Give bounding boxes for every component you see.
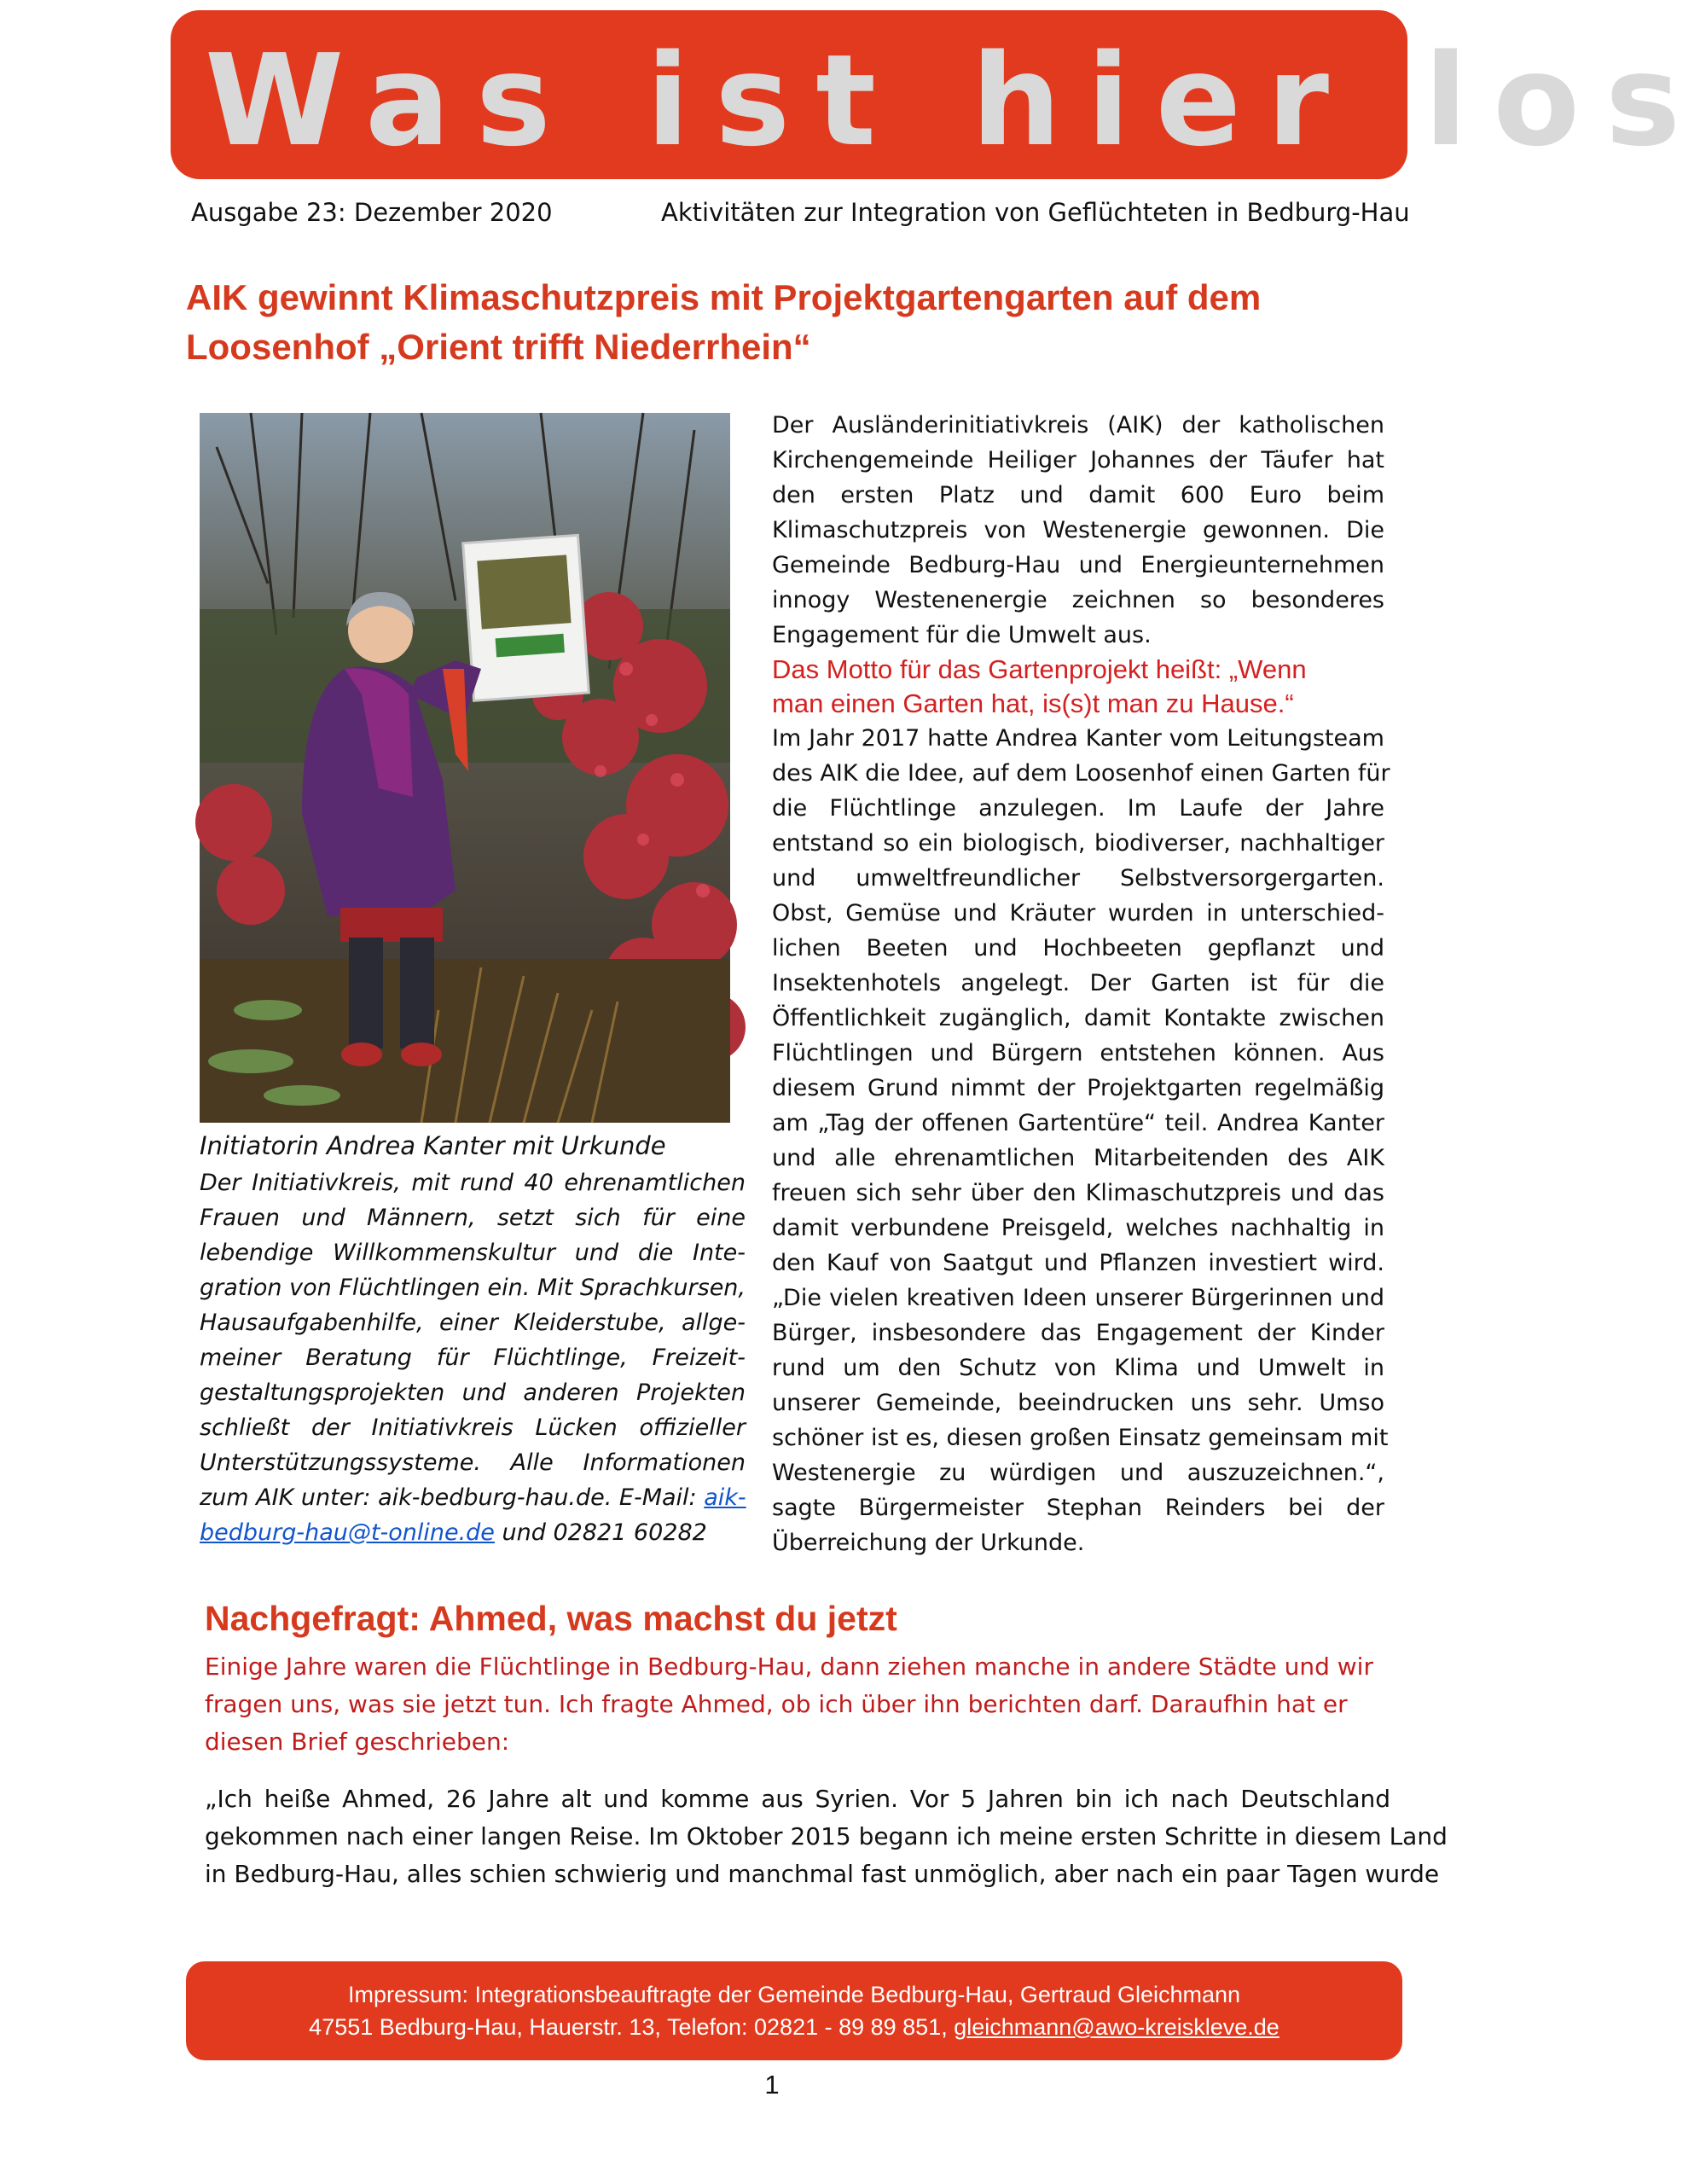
headline-line: AIK gewinnt Klimaschutzpreis mit Projektgartengarten auf dem (186, 277, 1262, 317)
text-line: die Flüchtlinge anzulegen. Im Laufe der Jahre (772, 795, 1384, 822)
text-line: Engagement für die Umwelt aus. (772, 622, 1152, 648)
text-line: gekommen nach einer langen Reise. Im Oktober 2015 begann ich meine ersten Schritte in diesem Land (205, 1822, 1448, 1850)
initiative-description (200, 1165, 746, 1550)
email-link[interactable]: gleichmann@awo-kreiskleve.de (954, 2014, 1280, 2040)
text-line: „Die vielen kreativen Ideen unserer Bürgerinnen und (772, 1285, 1384, 1311)
text-line: und umweltfreundlicher Selbstversorgergarten. (772, 865, 1384, 892)
letter-text (205, 1780, 1448, 1893)
headline-line: Loosenhof „Orient trifft Niederrhein“ (186, 327, 811, 367)
text-line: gration von Flüchtlingen ein. Mit Sprachkursen, (200, 1275, 746, 1301)
email-link[interactable]: bedburg-hau@t-online.de (200, 1519, 495, 1546)
tagline: Aktivitäten zur Integration von Geflüchteten in Bedburg-Hau (661, 198, 1410, 227)
page-number: 1 (764, 2070, 780, 2100)
text-line: „Ich heiße Ahmed, 26 Jahre alt und komme aus Syrien. Vor 5 Jahren bin ich nach Deutschland (205, 1785, 1390, 1813)
issue-label: Ausgabe 23: Dezember 2020 (191, 198, 553, 227)
text-line: Unterstützungssysteme. Alle Informationen (200, 1449, 746, 1476)
motto-line: man einen Garten hat, is(s)t man zu Hause.“ (772, 688, 1294, 718)
text-line: rund um den Schutz von Klima und Umwelt in (772, 1355, 1384, 1381)
text-line: fragen uns, was sie jetzt tun. Ich fragte Ahmed, ob ich über ihn berichten darf. Daraufhin hat er (205, 1690, 1348, 1718)
imprint-footer (186, 1961, 1402, 2060)
text-line: schöner ist es, diesen großen Einsatz gemeinsam mit (772, 1425, 1389, 1451)
text-fragment: zum AIK unter: aik-bedburg-hau.de. E-Mail: (200, 1484, 705, 1511)
text-line: unserer Gemeinde, beeindrucken uns sehr. Umso (772, 1390, 1384, 1416)
text-line: des AIK die Idee, auf dem Loosenhof einen Garten für (772, 760, 1390, 787)
imprint-line: Impressum: Integrationsbeauftragte der Gemeinde Bedburg-Hau, Gertraud Gleichmann (347, 1982, 1241, 2007)
text-line: Der Initiativkreis, mit rund 40 ehrenamtlichen (200, 1170, 746, 1196)
article-headline (186, 273, 1397, 372)
address-text: 47551 Bedburg-Hau, Hauerstr. 13, Telefon: 02821 - 89 89 851, (309, 2014, 955, 2040)
article-photo (200, 413, 730, 1123)
text-line (200, 1480, 746, 1515)
masthead-banner (171, 10, 1706, 179)
text-line: freuen sich sehr über den Klimaschutzpreis und das (772, 1180, 1384, 1206)
text-line: Einige Jahre waren die Flüchtlinge in Bedburg-Hau, dann ziehen manche in andere Städte und wir (205, 1653, 1373, 1681)
text-line: Gemeinde Bedburg-Hau und Energieunternehmen (772, 552, 1384, 578)
email-link[interactable]: aik- (704, 1484, 746, 1511)
text-line: den ersten Platz und damit 600 Euro beim (772, 482, 1384, 508)
text-line: gestaltungsprojekten und anderen Projekten (200, 1380, 746, 1406)
text-line: den Kauf von Saatgut und Pflanzen investiert wird. (772, 1250, 1384, 1276)
text-line: lebendige Willkommenskultur und die Inte- (200, 1240, 746, 1266)
photo-caption: Initiatorin Andrea Kanter mit Urkunde (200, 1131, 666, 1160)
imprint-line (186, 2011, 1402, 2043)
text-line: innogy Westenenergie zeichnen so besonderes (772, 587, 1384, 613)
text-line: in Bedburg-Hau, alles schien schwierig und manchmal fast unmöglich, aber nach ein paar Tagen wurde (205, 1860, 1440, 1888)
text-line: meiner Beratung für Flüchtlinge, Freizeit- (200, 1345, 746, 1371)
text-line: Kirchengemeinde Heiliger Johannes der Täufer hat (772, 447, 1384, 473)
text-line: Überreichung der Urkunde. (772, 1530, 1085, 1556)
newsletter-title: Was ist hier los (205, 27, 1706, 174)
text-line (200, 1515, 746, 1550)
text-line: und alle ehrenamtlichen Mitarbeitenden des AIK (772, 1145, 1384, 1171)
text-line: sagte Bürgermeister Stephan Reinders bei der (772, 1495, 1384, 1521)
text-line: Frauen und Männern, setzt sich für eine (200, 1205, 746, 1231)
text-line: Obst, Gemüse und Kräuter wurden in unterschied- (772, 900, 1384, 926)
text-fragment: und 02821 60282 (494, 1519, 707, 1546)
section-headline: Nachgefragt: Ahmed, was machst du jetzt (205, 1599, 897, 1638)
text-line: lichen Beeten und Hochbeeten gepflanzt und (772, 935, 1384, 961)
text-line: entstand so ein biologisch, biodiverser, nachhaltiger (772, 830, 1384, 857)
text-line: am „Tag der offenen Gartentüre“ teil. Andrea Kanter (772, 1110, 1384, 1136)
text-line: damit verbundene Preisgeld, welches nachhaltig in (772, 1215, 1384, 1241)
text-line: Klimaschutzpreis von Westenergie gewonnen. Die (772, 517, 1384, 543)
article-body (772, 408, 1390, 1560)
text-line: Der Ausländerinitiativkreis (AIK) der katholischen (772, 412, 1384, 439)
text-line: Insektenhotels angelegt. Der Garten ist für die (772, 970, 1384, 996)
text-line: Bürger, insbesondere das Engagement der Kinder (772, 1320, 1384, 1346)
text-line: Westenergie zu würdigen und auszuzeichnen.“, (772, 1460, 1384, 1486)
photo-illustration (200, 413, 730, 1123)
motto-line: Das Motto für das Gartenprojekt heißt: „Wenn (772, 654, 1307, 684)
text-line: Flüchtlingen und Bürgern entstehen können. Aus (772, 1040, 1384, 1066)
text-line: Hausaufgabenhilfe, einer Kleiderstube, allge- (200, 1310, 746, 1336)
text-line: diesen Brief geschrieben: (205, 1728, 510, 1756)
section-intro (205, 1648, 1399, 1761)
text-line: Öffentlichkeit zugänglich, damit Kontakte zwischen (772, 1005, 1384, 1031)
text-line: Im Jahr 2017 hatte Andrea Kanter vom Leitungsteam (772, 725, 1384, 752)
text-line: diesem Grund nimmt der Projektgarten regelmäßig (772, 1075, 1384, 1101)
text-line: schließt der Initiativkreis Lücken offizieller (200, 1414, 746, 1441)
